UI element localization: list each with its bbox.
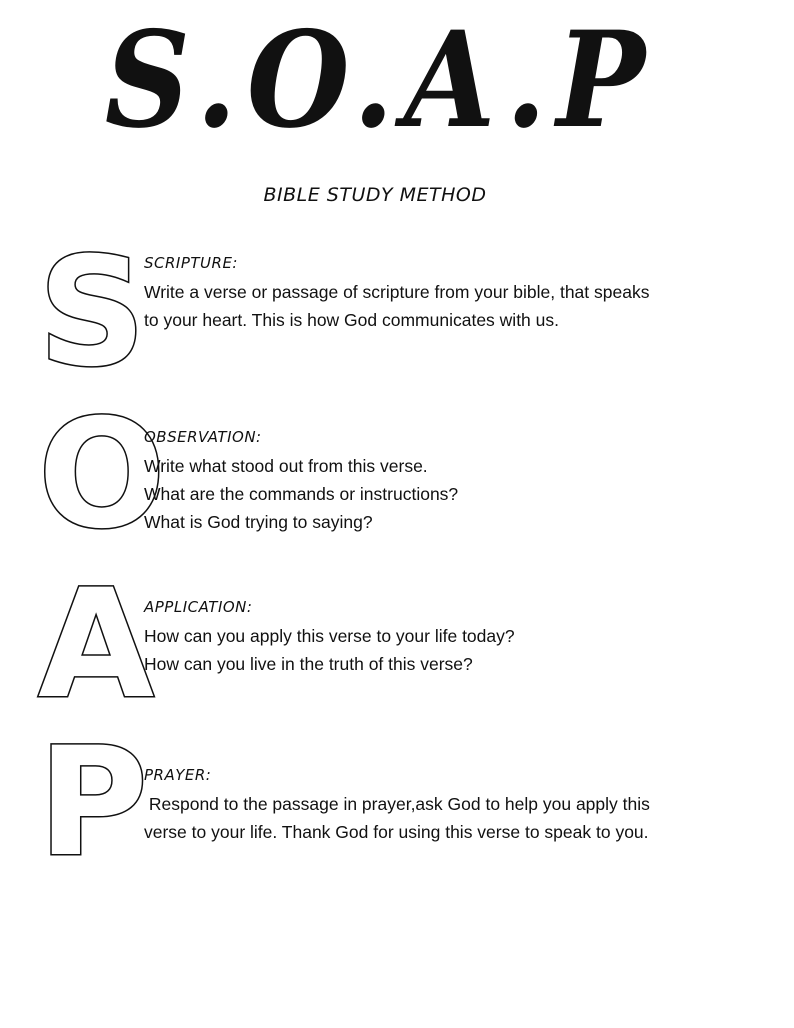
page-subtitle: BIBLE STUDY METHOD bbox=[263, 184, 487, 206]
section-heading: OBSERVATION: bbox=[144, 428, 262, 446]
section-heading: APPLICATION: bbox=[144, 598, 253, 616]
page-title: S.O.A.P bbox=[104, 1, 656, 158]
section-heading: PRAYER: bbox=[144, 766, 212, 784]
section-line: Write a verse or passage of scripture from your bible, that speaks bbox=[144, 282, 650, 302]
section-observation bbox=[144, 428, 764, 536]
section-heading: SCRIPTURE: bbox=[144, 254, 238, 272]
section-line: to your heart. This is how God communicates with us. bbox=[144, 310, 559, 330]
section-line: Write what stood out from this verse. bbox=[144, 456, 428, 476]
section-prayer bbox=[144, 766, 764, 846]
section-line: What are the commands or instructions? bbox=[144, 484, 459, 504]
big-letter-p: P bbox=[38, 716, 148, 890]
big-letter-a: A bbox=[38, 558, 155, 732]
section-line: How can you live in the truth of this verse? bbox=[144, 654, 473, 674]
big-letter-s: S bbox=[38, 226, 147, 400]
big-letter-o: O bbox=[38, 388, 166, 562]
section-application bbox=[144, 598, 764, 678]
section-scripture bbox=[144, 254, 764, 334]
section-line: What is God trying to saying? bbox=[144, 512, 373, 532]
section-line: Respond to the passage in prayer,ask God to help you apply this bbox=[144, 794, 650, 814]
section-line: How can you apply this verse to your life today? bbox=[144, 626, 515, 646]
section-line: verse to your life. Thank God for using this verse to speak to you. bbox=[144, 822, 649, 842]
